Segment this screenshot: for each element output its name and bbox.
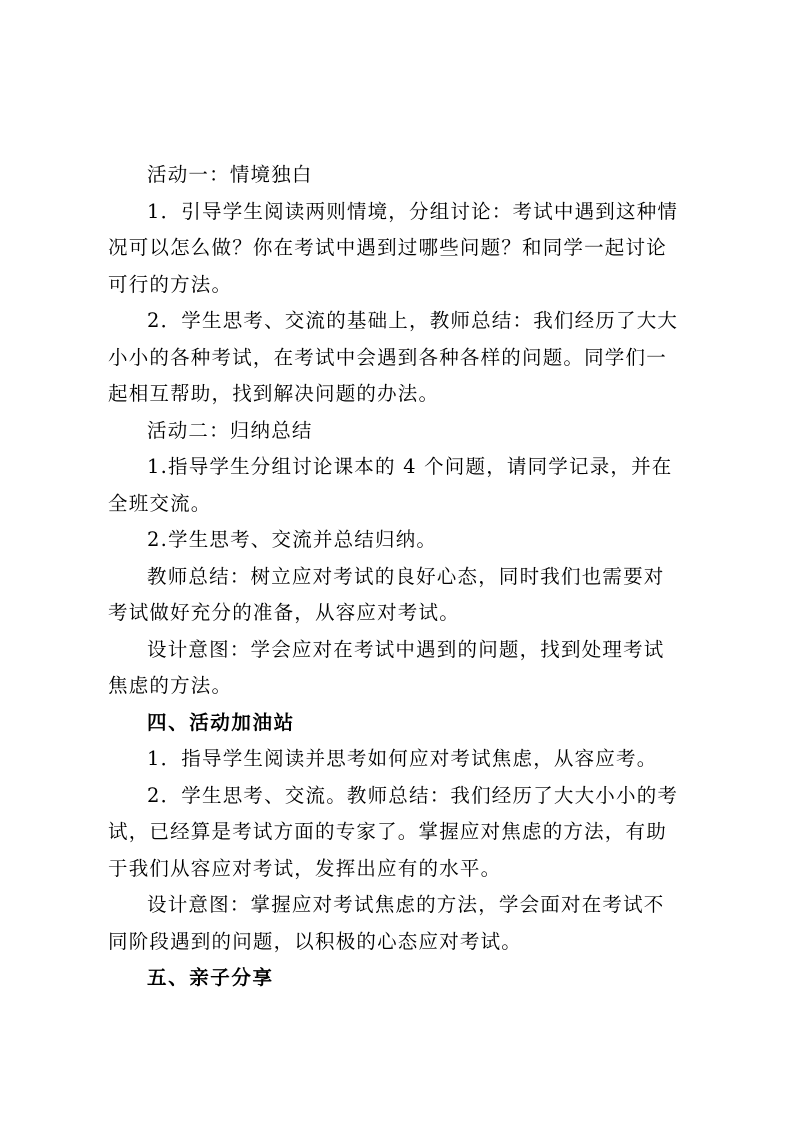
paragraph-station-step-2 xyxy=(108,778,688,888)
text-line: 况可以怎么做？你在考试中遇到过哪些问题？和同学一起讨论 xyxy=(108,236,667,259)
paragraph-station-step-1 xyxy=(108,741,688,778)
section-heading: 四、活动加油站 xyxy=(147,710,295,734)
text-line: 1．指导学生阅读并思考如何应对考试焦虑，从容应考。 xyxy=(147,747,658,770)
text-line: 试，已经算是考试方面的专家了。掌握应对焦虑的方法，有助 xyxy=(108,820,667,843)
text-line: 设计意图：学会应对在考试中遇到的问题，找到处理考试 xyxy=(147,637,665,661)
text-line: 全班交流。 xyxy=(108,491,212,515)
section-heading: 五、亲子分享 xyxy=(147,966,274,989)
text-line: 起相互帮助，找到解决问题的办法。 xyxy=(108,382,440,405)
paragraph-teacher-summary xyxy=(108,559,688,632)
text-line: 考试做好充分的准备，从容应对考试。 xyxy=(108,601,460,624)
paragraph-design-intent-1 xyxy=(108,632,688,705)
paragraph-activity-one-title xyxy=(108,157,688,194)
text-line: 焦虑的方法。 xyxy=(108,674,233,697)
paragraph-activity-two-step-2 xyxy=(108,522,688,559)
paragraph-activity-two-step-1 xyxy=(108,449,688,522)
text-line: 教师总结：树立应对考试的良好心态，同时我们也需要对 xyxy=(147,564,665,588)
text-line: 1.指导学生分组讨论课本的 4 个问题，请同学记录，并在 xyxy=(147,455,673,478)
text-line: 可行的方法。 xyxy=(108,272,233,296)
text-line: 同阶段遇到的问题，以积极的心态应对考试。 xyxy=(108,929,523,953)
paragraph-activity-one-step-2 xyxy=(108,303,688,413)
text-line: 1．引导学生阅读两则情境，分组讨论：考试中遇到这种情 xyxy=(147,199,679,223)
text-line: 活动一：情境独白 xyxy=(147,163,313,186)
section-heading-four xyxy=(108,705,688,742)
text-line: 2．学生思考、交流。教师总结：我们经历了大大小小的考 xyxy=(147,783,679,807)
document-body xyxy=(108,157,688,997)
text-line: 于我们从容应对考试，发挥出应有的水平。 xyxy=(108,856,502,880)
text-line: 活动二：归纳总结 xyxy=(147,418,313,442)
paragraph-activity-one-step-1 xyxy=(108,194,688,304)
text-line: 小小的各种考试，在考试中会遇到各种各样的问题。同学们一 xyxy=(108,345,667,369)
text-line: 设计意图：掌握应对考试焦虑的方法，学会面对在考试不 xyxy=(147,893,665,916)
text-line: 2．学生思考、交流的基础上，教师总结：我们经历了大大 xyxy=(147,309,679,332)
paragraph-design-intent-2 xyxy=(108,887,688,960)
section-heading-five xyxy=(108,960,688,997)
text-line: 2.学生思考、交流并总结归纳。 xyxy=(147,528,438,551)
paragraph-activity-two-title xyxy=(108,413,688,450)
